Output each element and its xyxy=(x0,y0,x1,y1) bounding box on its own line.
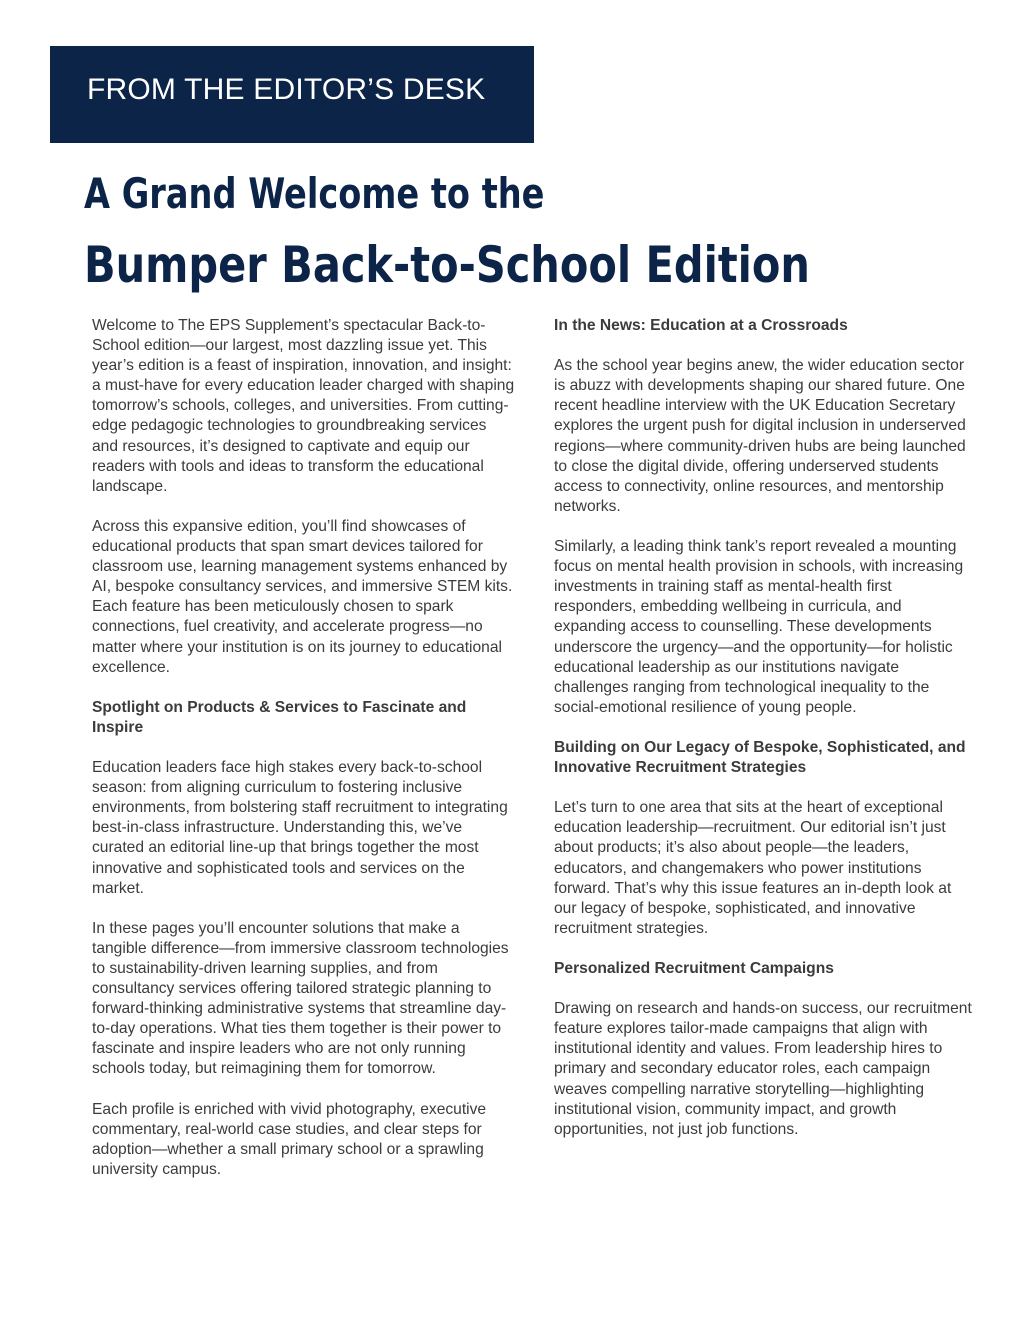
paragraph: Education leaders face high stakes every back-to-school season: from aligning curriculum to fostering inclusive environments, from bolstering staff recruitment to integrating best-in-class infrastructure. Understanding this, we’ve curated an editorial line-up that brings together the most innovative and sophisticated tools and services on the market. xyxy=(92,759,508,897)
paragraph: Let’s turn to one area that sits at the heart of exceptional education leadership—recruitment. Our editorial isn’t just about products; it’s also about people—the leaders, educators, and changemakers who power institutions forward. That’s why this issue features an in-depth look at our legacy of bespoke, sophisticated, and innovative recruitment strategies. xyxy=(554,799,952,937)
section-heading: In the News: Education at a Crossroads xyxy=(554,317,848,334)
paragraph: Each profile is enriched with vivid photography, executive commentary, real-world case studies, and clear steps for adoption—whether a small primary school or a sprawling university campus. xyxy=(92,1100,487,1178)
headline-line-2: Bumper Back-to-School Edition xyxy=(84,236,810,294)
paragraph: In these pages you’ll encounter solutions that make a tangible difference—from immersive classroom technologies to sustainability-driven learning supplies, and from consultancy services offering tailored strategic planning to forward-thinking administrative systems that streamline day-to-day operations. What ties them together is their power to fascinate and inspire leaders who are not only running schools today, but reimagining them for tomorrow. xyxy=(92,919,509,1078)
paragraph: Welcome to The EPS Supplement’s spectacular Back-to-School edition—our largest, most dazzling issue yet. This year’s edition is a feast of inspiration, innovation, and insight: a must-have for every education leader charged with shaping tomorrow’s schools, colleges, and universities. From cutting-edge pedagogic technologies to groundbreaking services and resources, it’s designed to captivate and equip our readers with tools and ideas to transform the educational landscape. xyxy=(92,317,515,495)
paragraph: Similarly, a leading think tank’s report revealed a mounting focus on mental health provision in schools, with increasing investments in training staff as mental-health first responders, embedding wellbeing in curricula, and expanding access to counselling. These developments underscore the urgency—and the opportunity—for holistic educational leadership as our institutions navigate challenges ranging from technological inequality to the social-emotional resilience of young people. xyxy=(554,538,964,716)
headline-line-1: A Grand Welcome to the xyxy=(84,169,545,218)
left-column xyxy=(92,316,516,1200)
section-heading: Spotlight on Products & Services to Fascinate and Inspire xyxy=(92,698,467,736)
paragraph: Across this expansive edition, you’ll find showcases of educational products that span smart devices tailored for classroom use, learning management systems enhanced by AI, bespoke consultancy services, and immersive STEM kits. Each feature has been meticulously chosen to spark connections, fuel creativity, and accelerate progress—no matter where your institution is on its journey to educational excellence. xyxy=(92,517,513,676)
paragraph: Drawing on research and hands-on success, our recruitment feature explores tailor-made campaigns that align with institutional identity and values. From leadership hires to primary and secondary educator roles, each campaign weaves compelling narrative storytelling—highlighting institutional vision, community impact, and growth opportunities, not just job functions. xyxy=(554,1000,972,1138)
right-column xyxy=(554,316,972,1160)
section-heading: Personalized Recruitment Campaigns xyxy=(554,960,834,977)
banner-label: FROM THE EDITOR’S DESK xyxy=(87,73,486,106)
section-banner xyxy=(50,46,534,143)
paragraph: As the school year begins anew, the wider education sector is abuzz with developments shaping our shared future. One recent headline interview with the UK Education Secretary explores the urgent push for digital inclusion in underserved regions—where community-driven hubs are being launched to close the digital divide, offering underserved students access to connectivity, online resources, and mentorship networks. xyxy=(554,357,966,515)
section-heading: Building on Our Legacy of Bespoke, Sophisticated, and Innovative Recruitment Strategies xyxy=(554,738,966,777)
